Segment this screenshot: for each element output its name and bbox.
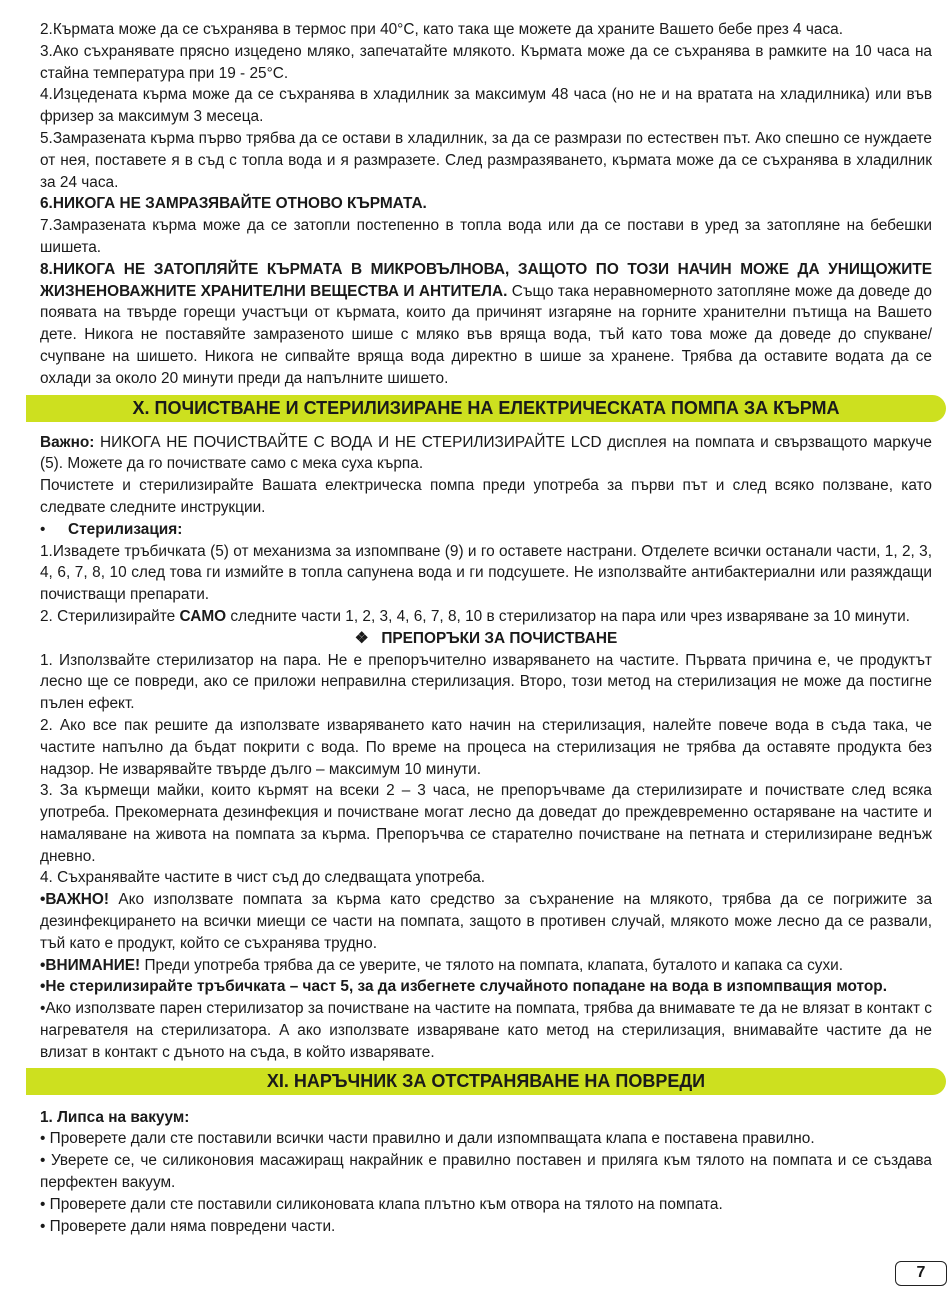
paragraph-tube-warning: •Не стерилизирайте тръбичката – част 5, за да избегнете случайното попадане на вода в изпомпващия мотор. <box>40 978 887 996</box>
paragraph-sterilization-step-1: 1.Извадете тръбичката (5) от механизма за изпомпване (9) и го оставете настрани. Отделете всички останали части, 1, 2, 3, 4, 6, 7, 8, 10 след това ги измийте в топла сапунена вода и ги подсушете. Не използвайте антибактериални или разяждащи почистващи препарати. <box>40 542 932 604</box>
recommendations-title: ПРЕПОРЪКИ ЗА ПОЧИСТВАНЕ <box>381 629 618 647</box>
document-page <box>40 19 932 1237</box>
paragraph-steam-sterilizer: •Ако използвате парен стерилизатор за почистване на частите на помпата, трябва да внимавате те да не влязат в контакт с нагревателя на стерилизатора. А ако използвате изваряване като метод на стерилизация, внимавайте частите да не влизат в контакт с дъното на съда, в който изварявате. <box>40 1000 932 1061</box>
troubleshooting-item: • Уверете се, че силиконовия масажиращ накрайник е правилно поставен и приляга към тялото на помпата и се създава перфектен вакуум. <box>40 1152 932 1192</box>
paragraph-recommendation-2: 2. Ако все пак решите да използвате изваряването като начин на стерилизация, налейте повече вода в съда така, че частите напълно да бъдат покрити с вода. По време на процеса на стерилизация не трябва да оставяте продукта без надзор. Не изварявайте твърде дълго – максимум 10 минути. <box>40 716 932 778</box>
paragraph-microwave-warning <box>40 259 932 390</box>
warning-attention-label: •ВНИМАНИЕ! <box>40 956 141 974</box>
troubleshooting-item: • Проверете дали сте поставили всички части правилно и дали изпомпващата клапа е поставена правилно. <box>40 1130 815 1148</box>
paragraph-sterilization-step-2 <box>40 606 932 628</box>
paragraph-storage-thermos: 2.Кърмата може да се съхранява в термос при 40°С, като така ще можете да храните Вашето бебе през 4 часа. <box>40 21 843 38</box>
warning-attention-text: Преди употреба трябва да се уверите, че тялото на помпата, клапата, буталото и капака са сухи. <box>140 956 844 974</box>
important-label: Важно: <box>40 433 95 451</box>
microwave-warning-text: Също така неравномерното затопляне може да доведе до появата на твърде горещи участъци от кърмата, които да причинят изгаряне на горните хранителни пътища на Вашето дете. Никога не поставяйте замразеното шише с мляко във вряща вода, тъй като това може да доведе до спукване/ счупване на шишето. Никога не сипвайте вряща вода директно в шише за хранене. Трябва да оставите водата да се охлади за около 20 минути преди да напълните шишето. <box>40 282 932 387</box>
diamond-icon: ❖ <box>354 629 369 647</box>
recommendations-heading <box>40 628 932 650</box>
troubleshooting-subheading: 1. Липса на вакуум: <box>40 1108 190 1126</box>
paragraph-recommendation-4: 4. Съхранявайте частите в чист съд до следващата употреба. <box>40 869 486 887</box>
bullet-icon: • <box>40 520 46 538</box>
section-heading-cleaning: X. ПОЧИСТВАНЕ И СТЕРИЛИЗИРАНЕ НА ЕЛЕКТРИЧЕСКАТА ПОМПА ЗА КЪРМА <box>26 395 946 422</box>
paragraph-important <box>40 432 932 476</box>
warning-important-text: Ако използвате помпата за кърма като средство за съхранение на млякото, трябва да се погрижите за дезинфекцирането на всички миещи се части на помпата, защото в противен случай, млякото може лесно да се развали, тъй като е продукт, който се съхранява трудно. <box>40 891 932 952</box>
important-text: НИКОГА НЕ ПОЧИСТВАЙТЕ С ВОДА И НЕ СТЕРИЛИЗИРАЙТЕ LCD дисплея на помпата и свързващото маркуче (5). Можете да го почиствате само с мека суха кърпа. <box>40 433 932 473</box>
paragraph-warning-important <box>40 889 932 954</box>
paragraph-storage-room-temp: 3.Ако съхранявате прясно изцедено мляко, запечатайте млякото. Кърмата може да се съхранява в рамките на 10 часа на стайна температура при 19 - 25°С. <box>40 42 932 82</box>
page-number: 7 <box>895 1261 947 1286</box>
microwave-warning-bold: 8.НИКОГА НЕ ЗАТОПЛЯЙТЕ КЪРМАТА В МИКРОВЪЛНОВА, ЗАЩОТО ПО ТОЗИ НАЧИН МОЖЕ ДА УНИЩОЖИТЕ ЖИЗНЕНОВАЖНИТЕ ХРАНИТЕЛНИ ВЕЩЕСТВА И АНТИТЕЛА. <box>40 260 932 300</box>
sterilization-heading <box>40 519 932 541</box>
paragraph-thawing: 5.Замразената кърма първо трябва да се остави в хладилник, за да се размрази по естествен път. Ако спешно се нуждаете от нея, поставете я в съд с топла вода и я размразете. След размразяването, кърмата може да се съхранява в хладилник за 24 часа. <box>40 129 932 191</box>
step-2-only: САМО <box>179 607 227 625</box>
paragraph-warning-attention <box>40 955 932 977</box>
troubleshooting-item: • Проверете дали няма повредени части. <box>40 1217 336 1235</box>
paragraph-no-refreeze: 6.НИКОГА НЕ ЗАМРАЗЯВАЙТЕ ОТНОВО КЪРМАТА. <box>40 195 427 213</box>
paragraph-recommendation-1: 1. Използвайте стерилизатор на пара. Не е препоръчително изваряването на частите. Първата причина е, че продуктът лесно ще се повреди, ако се приложи неправилна стерилизация. Второ, този метод на стерилизация не може да постигне пълен ефект. <box>40 651 932 713</box>
paragraph-recommendation-3: 3. За кърмещи майки, които кърмят на всеки 2 – 3 часа, не препоръчваме да стерилизирате и почиствате след всяка употреба. Прекомерната дезинфекция и почистване могат лесно да доведат до преждевременно остаряване на частите и намаляване на живота на помпата за кърма. Препоръчва се старателно почистване на петната и стерилизиране веднъж дневно. <box>40 782 932 865</box>
sterilization-label: Стерилизация: <box>68 520 183 538</box>
warning-important-label: •ВАЖНО! <box>40 891 109 909</box>
step-2-text-a: 2. Стерилизирайте <box>40 607 180 625</box>
paragraph-storage-fridge: 4.Изцедената кърма може да се съхранява в хладилник за максимум 48 часа (но не и на вратата на хладилника) или във фризер за максимум 3 месеца. <box>40 86 932 126</box>
step-2-text-c: следните части 1, 2, 3, 4, 6, 7, 8, 10 в стерилизатор на пара или чрез изваряване за 10 минути. <box>226 607 910 625</box>
section-heading-troubleshooting: XI. НАРЪЧНИК ЗА ОТСТРАНЯВАНЕ НА ПОВРЕДИ <box>26 1068 946 1095</box>
paragraph-clean-before-use: Почистете и стерилизирайте Вашата електрическа помпа преди употреба за първи път и след всяко ползване, като следвате следните инструкции. <box>40 477 932 516</box>
troubleshooting-item: • Проверете дали сте поставили силиконовата клапа плътно към отвора на тялото на помпата. <box>40 1195 723 1213</box>
paragraph-warming: 7.Замразената кърма може да се затопли постепенно в топла вода или да се постави в уред за затопляне на бебешки шишета. <box>40 217 932 256</box>
